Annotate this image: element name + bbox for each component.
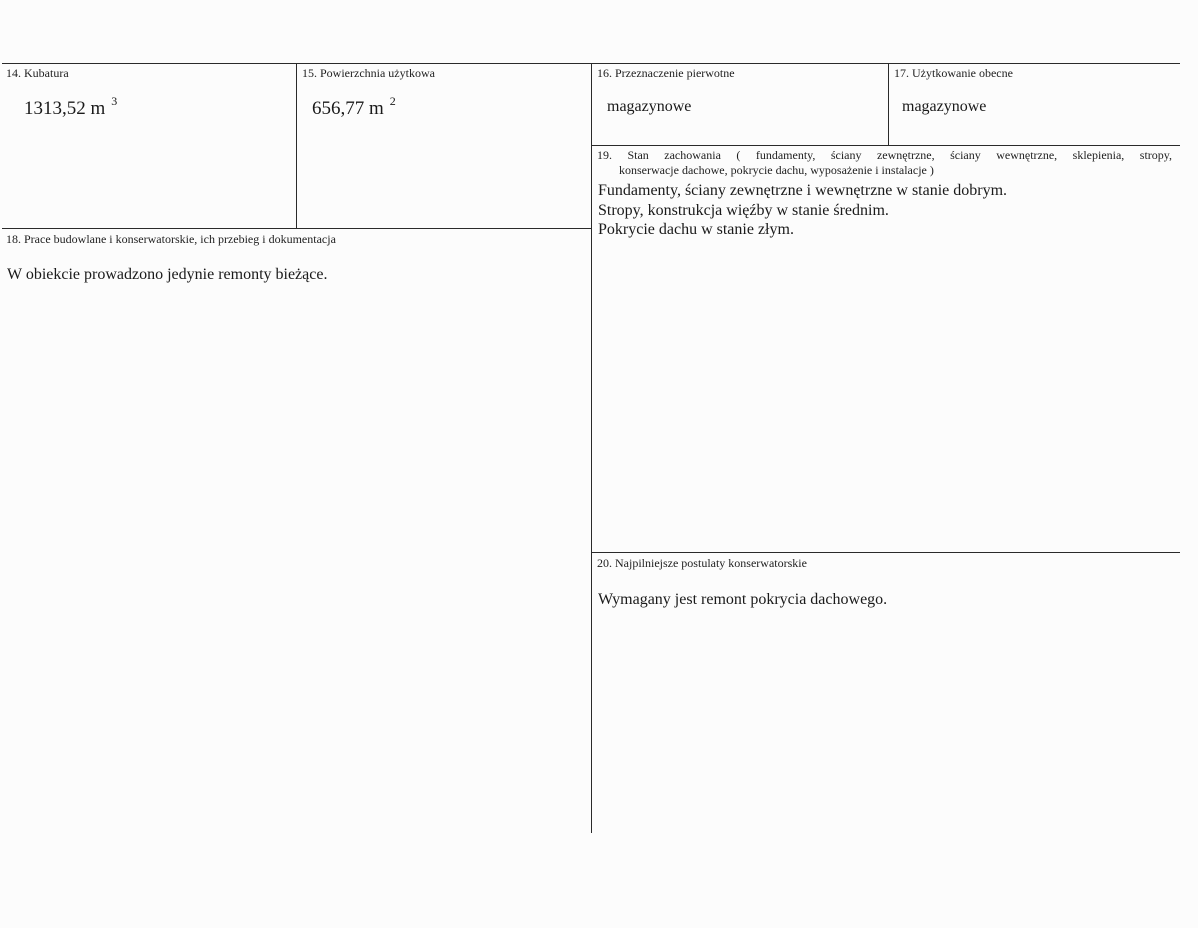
field-14-label: 14. Kubatura (6, 66, 69, 80)
field-19-line-1: Fundamenty, ściany zewnętrzne i wewnętrzne w stanie dobrym. (598, 182, 1008, 199)
center-divider (591, 63, 592, 833)
field-18-value: W obiekcie prowadzono jedynie remonty bieżące. (7, 266, 328, 283)
field-19-label (597, 148, 1172, 178)
field-14-value (24, 94, 118, 121)
field-15-exponent: 2 (389, 94, 396, 108)
field-19-label-line-1: 19. Stan zachowania ( fundamenty, ściany zewnętrzne, ściany wewnętrzne, sklepienia, stropy, (597, 148, 1172, 162)
field-16-label: 16. Przeznaczenie pierwotne (597, 66, 735, 80)
field-18-label: 18. Prace budowlane i konserwatorskie, ich przebieg i dokumentacja (6, 232, 336, 246)
field-20-value: Wymagany jest remont pokrycia dachowego. (598, 591, 888, 608)
field-20-label: 20. Najpilniejsze postulaty konserwatorskie (597, 556, 807, 570)
divider-14-15 (296, 63, 297, 228)
rule-above-18 (2, 228, 592, 229)
field-15-label: 15. Powierzchnia użytkowa (302, 66, 435, 80)
field-14-number: 1313,52 m (24, 98, 106, 119)
divider-16-17 (888, 63, 889, 146)
field-14-exponent: 3 (111, 94, 118, 108)
field-19-label-line-2: konserwacje dachowe, pokrycie dachu, wyposażenie i instalacje ) (619, 163, 934, 177)
rule-above-20 (591, 552, 1180, 553)
field-15-value (312, 94, 396, 121)
field-19-line-3: Pokrycie dachu w stanie złym. (598, 221, 794, 238)
field-16-value: magazynowe (607, 98, 692, 115)
field-15-number: 656,77 m (312, 98, 384, 119)
field-17-value: magazynowe (902, 98, 987, 115)
field-19-line-2: Stropy, konstrukcja więźby w stanie średnim. (598, 202, 889, 219)
rule-above-19 (591, 145, 1180, 146)
field-17-label: 17. Użytkowanie obecne (894, 66, 1013, 80)
